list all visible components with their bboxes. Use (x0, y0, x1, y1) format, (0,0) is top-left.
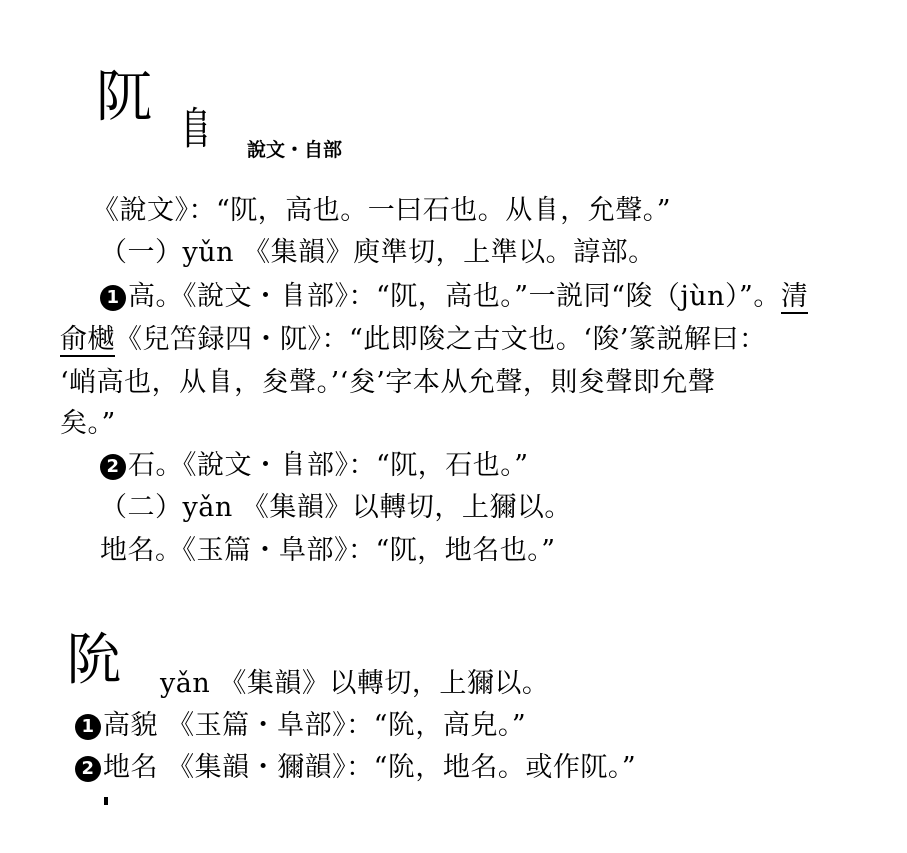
seal-script-form: 𨸏 (178, 104, 214, 155)
sense-1-line-3: ‘峭高也，从𨸏，夋聲。’‘夋’字本从允聲，則夋聲即允聲 (60, 367, 716, 398)
entry-2-sense-2 (75, 754, 636, 782)
sense-number-badge: 2 (100, 454, 126, 480)
sense-number-badge: 1 (100, 285, 126, 311)
scan-speck (104, 797, 108, 805)
headword-1: 阢 (96, 65, 152, 130)
entry-2-sense-1 (75, 712, 526, 740)
entry-2-reading: yǎn 《集韻》以轉切，上獮以。 (160, 668, 550, 699)
sense-1-text-a: 高。《說文・𨸏部》：“阢，高也。”一説同“陖（jùn）”。 (128, 281, 781, 312)
entry-2-sense-2-text: 地名 《集韻・獮韻》：“阭，地名。或作阢。” (103, 752, 637, 783)
shuowen-quote: 《說文》：“阢，高也。一曰石也。从𨸏，允聲。” (92, 195, 672, 226)
sense-1-line-2 (60, 326, 766, 353)
reading-2-sense: 地名。《玉篇・阜部》：“阢，地名也。” (100, 535, 556, 566)
sense-2-line (100, 452, 529, 480)
author-name: 俞樾 (60, 324, 115, 355)
sense-number-badge: 2 (75, 756, 101, 782)
seal-source-label: 說文・自部 (247, 139, 343, 161)
sense-1-text-b: 《兒笘録四・阢》：“此即陖之古文也。‘陖’篆説解曰： (115, 324, 767, 355)
sense-2-text: 石。《說文・𨸏部》：“阢，石也。” (128, 450, 529, 481)
reading-2-label: （二）yǎn 《集韻》以轉切，上獮以。 (100, 492, 572, 523)
sense-1-line-4: 矣。” (60, 408, 116, 439)
dynasty-name: 清 (780, 281, 809, 312)
reading-1-label: （一）yǔn 《集韻》庾準切，上準以。諄部。 (100, 237, 656, 268)
sense-1-line-1 (100, 283, 808, 311)
sense-number-badge: 1 (75, 714, 101, 740)
entry-2-sense-1-text: 高貌 《玉篇・阜部》：“阭，高皃。” (103, 710, 527, 741)
headword-2: 阭 (66, 628, 122, 693)
